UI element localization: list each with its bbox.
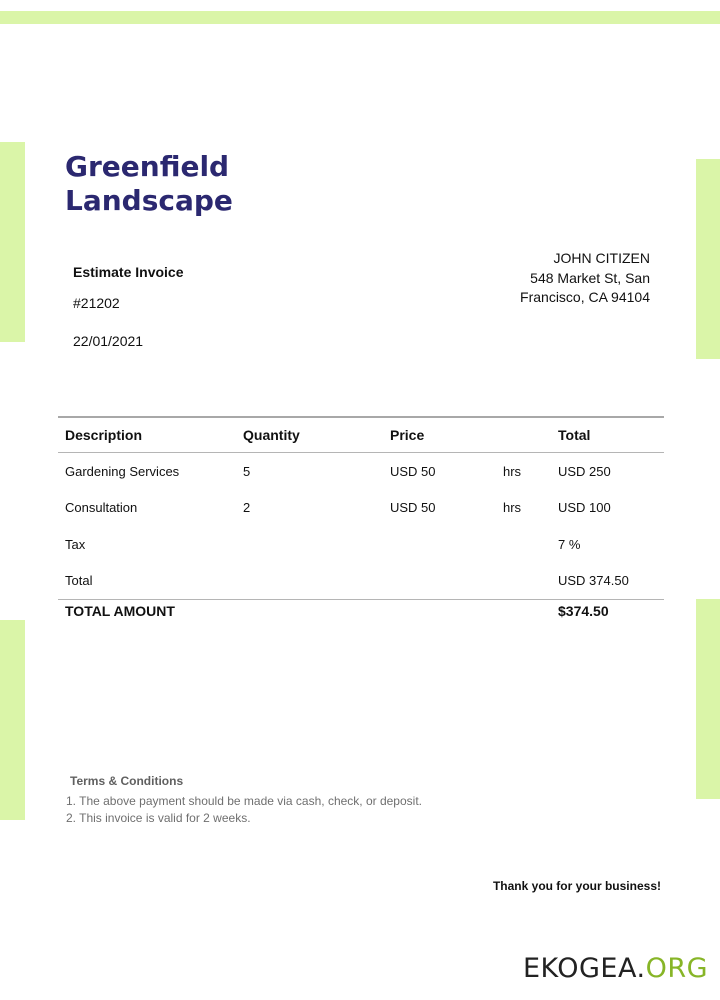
subtotal-label: Total (65, 573, 93, 589)
row-total: USD 100 (558, 500, 611, 516)
watermark-tld: ORG (645, 953, 708, 984)
subtotal-row (58, 563, 664, 600)
invoice-items-table (58, 416, 664, 622)
invoice-type: Estimate Invoice (73, 264, 184, 280)
terms-list (66, 793, 422, 827)
company-name (65, 150, 233, 218)
tax-row (58, 526, 664, 563)
row-total: USD 250 (558, 463, 611, 479)
row-quantity: 2 (243, 500, 251, 516)
total-amount-row (58, 600, 664, 623)
row-unit: hrs (503, 500, 522, 516)
row-unit: hrs (503, 463, 522, 479)
row-description: Gardening Services (65, 463, 180, 479)
company-name-line1: Greenfield (65, 150, 230, 183)
right-accent-bar (696, 159, 720, 359)
terms-item: 1. The above payment should be made via cash, check, or deposit. (66, 794, 422, 808)
top-accent-bar (0, 11, 720, 24)
header-total: Total (558, 427, 591, 443)
total-amount-value: $374.50 (558, 603, 609, 619)
invoice-number: #21202 (73, 295, 120, 311)
invoice-date: 22/01/2021 (73, 333, 144, 349)
client-address-block (480, 249, 650, 308)
row-description: Consultation (65, 500, 138, 516)
subtotal-value: USD 374.50 (558, 573, 629, 589)
table-header-row (58, 417, 664, 453)
client-name: JOHN CITIZEN (553, 250, 650, 266)
header-unit (496, 417, 551, 453)
table-row (58, 453, 664, 490)
row-price: USD 50 (390, 463, 436, 479)
company-name-line2: Landscape (65, 184, 233, 217)
thank-you-note: Thank you for your business! (492, 879, 661, 893)
invoice-meta (73, 263, 184, 350)
watermark-main: EKOGEA. (522, 953, 646, 984)
header-price: Price (390, 427, 425, 443)
tax-label: Tax (65, 536, 86, 552)
row-quantity: 5 (243, 463, 251, 479)
table-row (58, 490, 664, 527)
terms-and-conditions (66, 774, 422, 827)
client-address-line1: 548 Market St, San (530, 269, 650, 286)
client-address-line2: Francisco, CA 94104 (520, 289, 650, 305)
left-accent-bar (0, 620, 25, 820)
left-accent-bar (0, 142, 25, 342)
terms-title: Terms & Conditions (70, 774, 184, 788)
total-amount-label: TOTAL AMOUNT (65, 603, 175, 619)
right-accent-bar (696, 599, 720, 799)
watermark-logo (523, 953, 708, 984)
header-description: Description (65, 427, 143, 443)
header-quantity: Quantity (243, 427, 300, 443)
row-price: USD 50 (390, 500, 436, 516)
terms-item: 2. This invoice is valid for 2 weeks. (66, 811, 251, 825)
tax-value: 7 % (558, 536, 581, 552)
